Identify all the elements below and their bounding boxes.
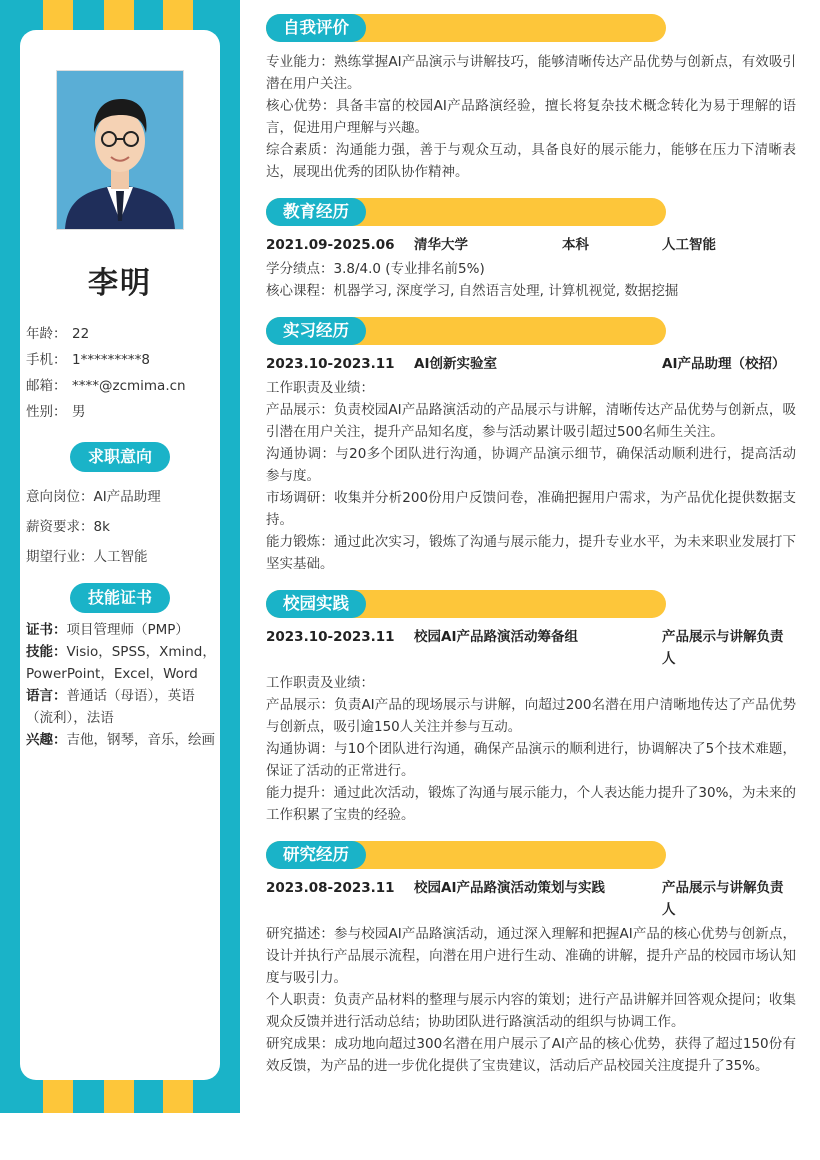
info-phone: 手机： 1*********8 (26, 352, 150, 368)
info-age: 年龄： 22 (26, 326, 90, 342)
self-eval-title: 自我评价 (266, 14, 366, 42)
skill-tools: 技能：Visio，SPSS，Xmind，PowerPoint，Excel，Word (26, 644, 216, 682)
profile-photo (56, 70, 184, 230)
research-header (266, 841, 666, 869)
info-gender: 性别： 男 (26, 404, 86, 420)
research-details: 研究描述：参与校园AI产品路演活动，通过深入理解和把握AI产品的核心优势与创新点，设计并执行产品展示流程，向潜在用户进行生动、准确的讲解，提升产品的校园市场认知度与吸引力。 个人职责：负责产品材料的整理与展示内容的策划；进行产品讲解并回答观众提问；收集观众反馈并进行活动总结；协助团队进行路演活动的组织与协调工作。 研究成果：成功地向超过300名潜在用户展示了AI产品的核心优势，获得了超过150份有效反馈，为产品的进一步优化提供了宝贵建议，活动后产品校园关注度提升了35%。 (266, 926, 796, 1074)
skills-heading: 技能证书 (70, 583, 170, 613)
internship-title: 实习经历 (266, 317, 366, 345)
research-title: 研究经历 (266, 841, 366, 869)
candidate-name: 李明 (88, 266, 152, 301)
self-eval-text: 专业能力：熟练掌握AI产品演示与讲解技巧，能够清晰传达产品优势与创新点，有效吸引潜在用户关注。 核心优势：具备丰富的校园AI产品路演经验，擅长将复杂技术概念转化为易于理解的语言，促进用户理解与兴趣。 综合素质：沟通能力强，善于与观众互动，具备良好的展示能力，能够在压力下清晰表达，展现出优秀的团队协作精神。 (266, 54, 796, 180)
campus-details: 工作职责及业绩： 产品展示：负责AI产品的现场展示与讲解，向超过200名潜在用户清晰地传达了产品优势与创新点，吸引逾150人关注并参与互动。 沟通协调：与10个团队进行沟通，确保产品演示的顺利进行，协调解决了5个技术难题，保证了活动的正常进行。 能力提升：通过此次活动，锻炼了沟通与展示能力，个人表达能力提升了30%，为未来的工作积累了宝贵的经验。 (266, 675, 796, 823)
skills-list (26, 619, 216, 751)
skill-interests: 兴趣：吉他，钢琴，音乐，绘画 (26, 732, 215, 748)
campus-title: 校园实践 (266, 590, 366, 618)
campus-header (266, 590, 666, 618)
education-title: 教育经历 (266, 198, 366, 226)
skill-certificate: 证书：项目管理师（PMP） (26, 622, 189, 638)
person-avatar-icon (57, 71, 183, 229)
education-details: 学分绩点：3.8/4.0 (专业排名前5%) 核心课程：机器学习, 深度学习, 自然语言处理, 计算机视觉, 数据挖掘 (266, 261, 679, 299)
internship-details: 工作职责及业绩： 产品展示：负责校园AI产品路演活动的产品展示与讲解，清晰传达产品优势与创新点，吸引潜在用户关注，提升产品知名度，参与活动累计吸引超过500名师生关注。 沟通协调：与20多个团队进行沟通，协调产品演示细节，确保活动顺利进行，提高活动参与度。 市场调研：收集并分析200份用户反馈问卷，准确把握用户需求，为产品优化提供数据支持。 能力锻炼：通过此次实习，锻炼了沟通与展示能力，提升专业水平，为未来职业发展打下坚实基础。 (266, 380, 796, 572)
intent-industry: 期望行业：人工智能 (26, 549, 148, 565)
intent-position: 意向岗位：AI产品助理 (26, 489, 161, 505)
internship-header (266, 317, 666, 345)
intent-heading: 求职意向 (70, 442, 170, 472)
skill-languages: 语言：普通话（母语），英语（流利），法语 (26, 688, 195, 726)
education-header (266, 198, 666, 226)
info-email: 邮箱： ****@zcmima.cn (26, 378, 186, 394)
self-eval-header (266, 14, 666, 42)
intent-salary: 薪资要求：8k (26, 519, 110, 535)
